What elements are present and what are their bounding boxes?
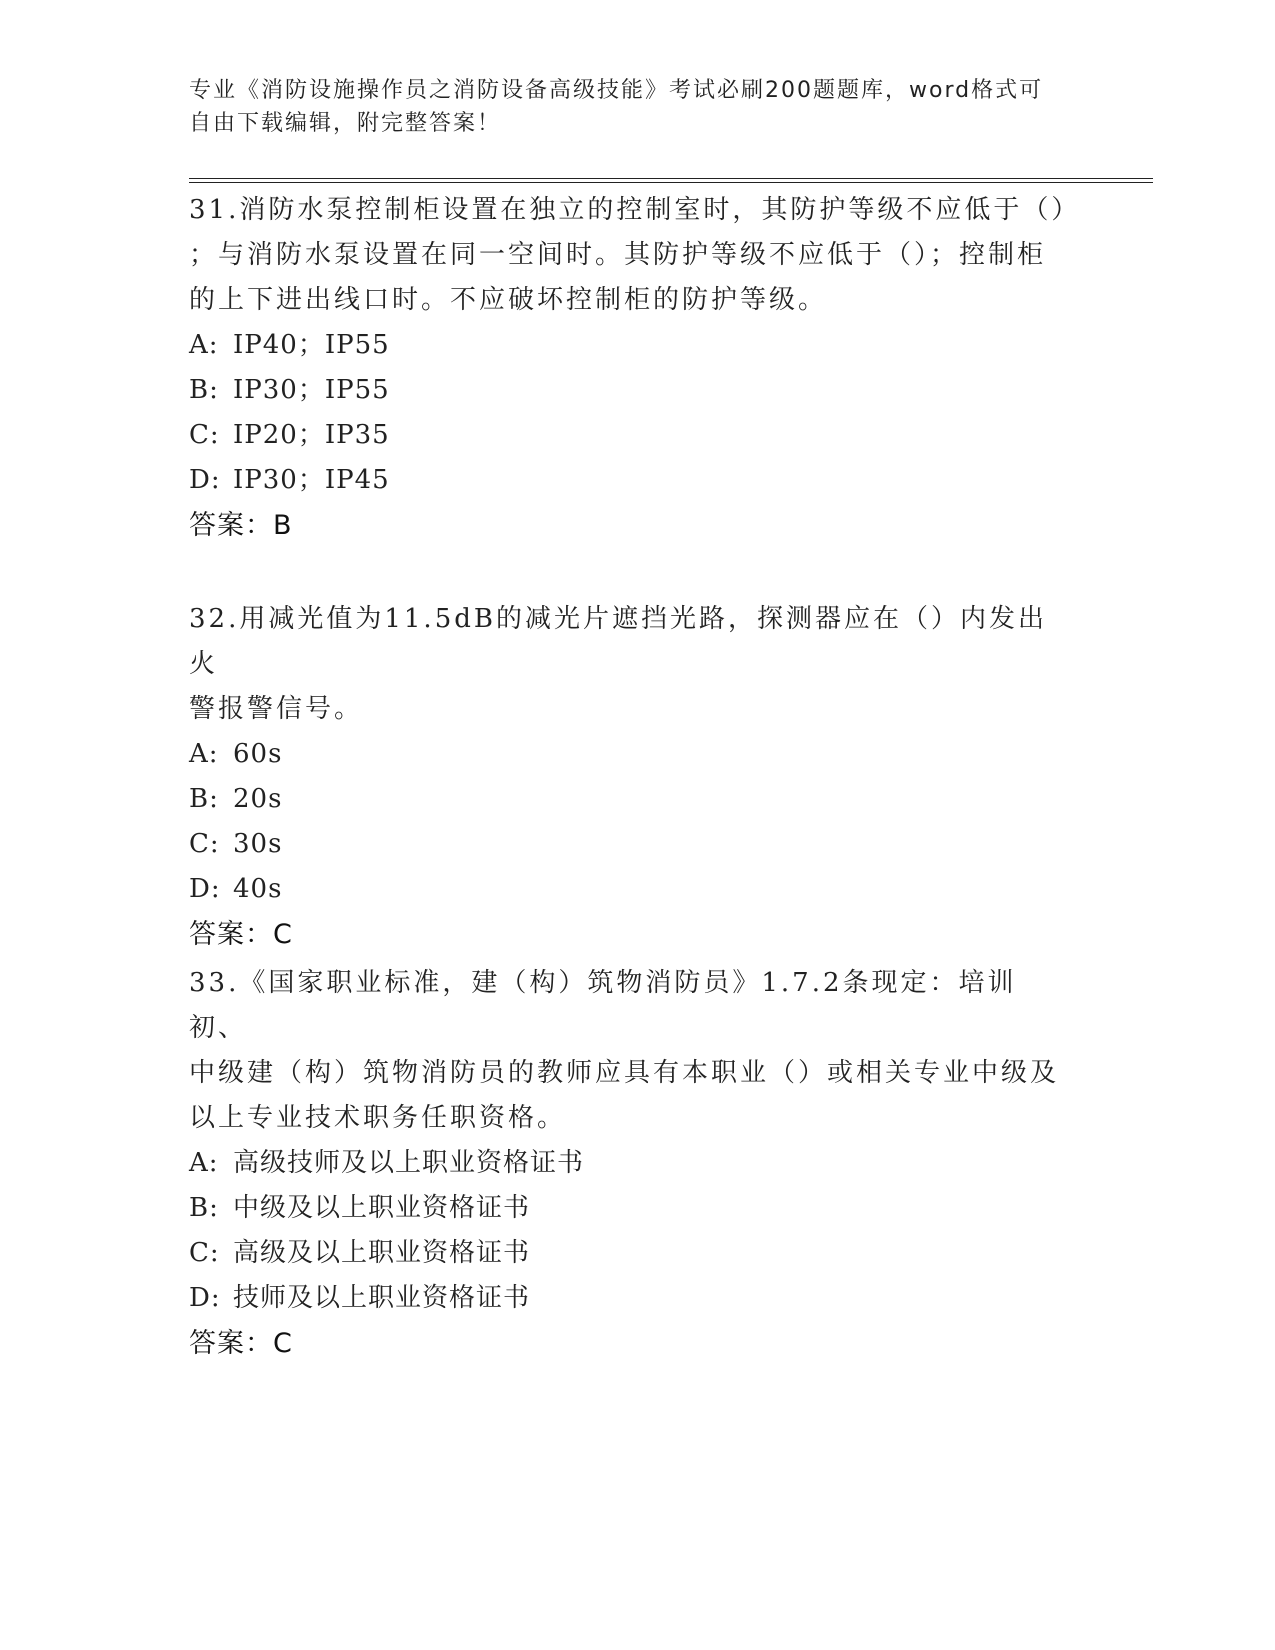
question-31 (189, 188, 1081, 548)
option-letter: C: (189, 829, 220, 859)
option-c (189, 1231, 1069, 1276)
option-c (189, 822, 1069, 867)
option-text: IP40；IP55 (233, 330, 390, 360)
option-letter: B: (189, 784, 219, 814)
option-text: 中级及以上职业资格证书 (233, 1193, 531, 1223)
option-text: 30s (233, 829, 283, 859)
option-letter: C: (189, 1238, 220, 1268)
option-text: 技师及以上职业资格证书 (233, 1283, 531, 1313)
header-divider-bottom (189, 182, 1153, 183)
option-text: 20s (233, 784, 283, 814)
option-text: IP20；IP35 (233, 420, 390, 450)
option-letter: B: (189, 375, 219, 405)
question-stem-line: 中级建（构）筑物消防员的教师应具有本职业（）或相关专业中级及 (189, 1058, 1060, 1088)
question-stem-line: 32.用减光值为11.5dB的减光片遮挡光路，探测器应在（）内发出火 (189, 604, 1047, 679)
header-title-line-2: 自由下载编辑，附完整答案！ (189, 111, 502, 136)
option-text: 40s (233, 874, 283, 904)
option-a (189, 323, 1069, 368)
question-stem-line: 以上专业技术职务任职资格。 (189, 1103, 567, 1133)
option-text: 高级及以上职业资格证书 (233, 1238, 531, 1268)
option-letter: C: (189, 420, 220, 450)
option-d (189, 458, 1069, 503)
option-d (189, 1276, 1069, 1321)
question-stem-line: 的上下进出线口时。不应破坏控制柜的防护等级。 (189, 285, 828, 315)
question-stem-line: 33.《国家职业标准，建（构）筑物消防员》1.7.2条现定：培训初、 (189, 968, 1017, 1043)
option-letter: D: (189, 1283, 221, 1313)
option-b (189, 777, 1069, 822)
document-header (189, 74, 1069, 140)
option-letter: A: (189, 739, 219, 769)
header-title-line-1: 专业《消防设施操作员之消防设备高级技能》考试必刷200题题库，word格式可 (189, 78, 1044, 103)
answer-line: 答案：B (189, 510, 293, 541)
option-b (189, 368, 1069, 413)
question-stem-line: 警报警信号。 (189, 694, 364, 724)
question-stem-line: 31.消防水泵控制柜设置在独立的控制室时，其防护等级不应低于（） (189, 195, 1081, 225)
option-c (189, 413, 1069, 458)
option-letter: A: (189, 1148, 219, 1178)
answer-line: 答案：C (189, 919, 293, 950)
question-33 (189, 961, 1069, 1366)
option-letter: D: (189, 874, 221, 904)
option-letter: D: (189, 465, 221, 495)
option-text: 高级技师及以上职业资格证书 (233, 1148, 585, 1178)
option-a (189, 1141, 1069, 1186)
header-divider-top (189, 178, 1153, 179)
option-text: IP30；IP45 (233, 465, 390, 495)
option-b (189, 1186, 1069, 1231)
option-text: 60s (233, 739, 283, 769)
question-32 (189, 597, 1069, 957)
option-a (189, 732, 1069, 777)
option-letter: A: (189, 330, 219, 360)
answer-line: 答案：C (189, 1328, 293, 1359)
option-d (189, 867, 1069, 912)
question-stem-line: ；与消防水泵设置在同一空间时。其防护等级不应低于（）；控制柜 (189, 240, 1047, 270)
option-letter: B: (189, 1193, 219, 1223)
option-text: IP30；IP55 (233, 375, 390, 405)
